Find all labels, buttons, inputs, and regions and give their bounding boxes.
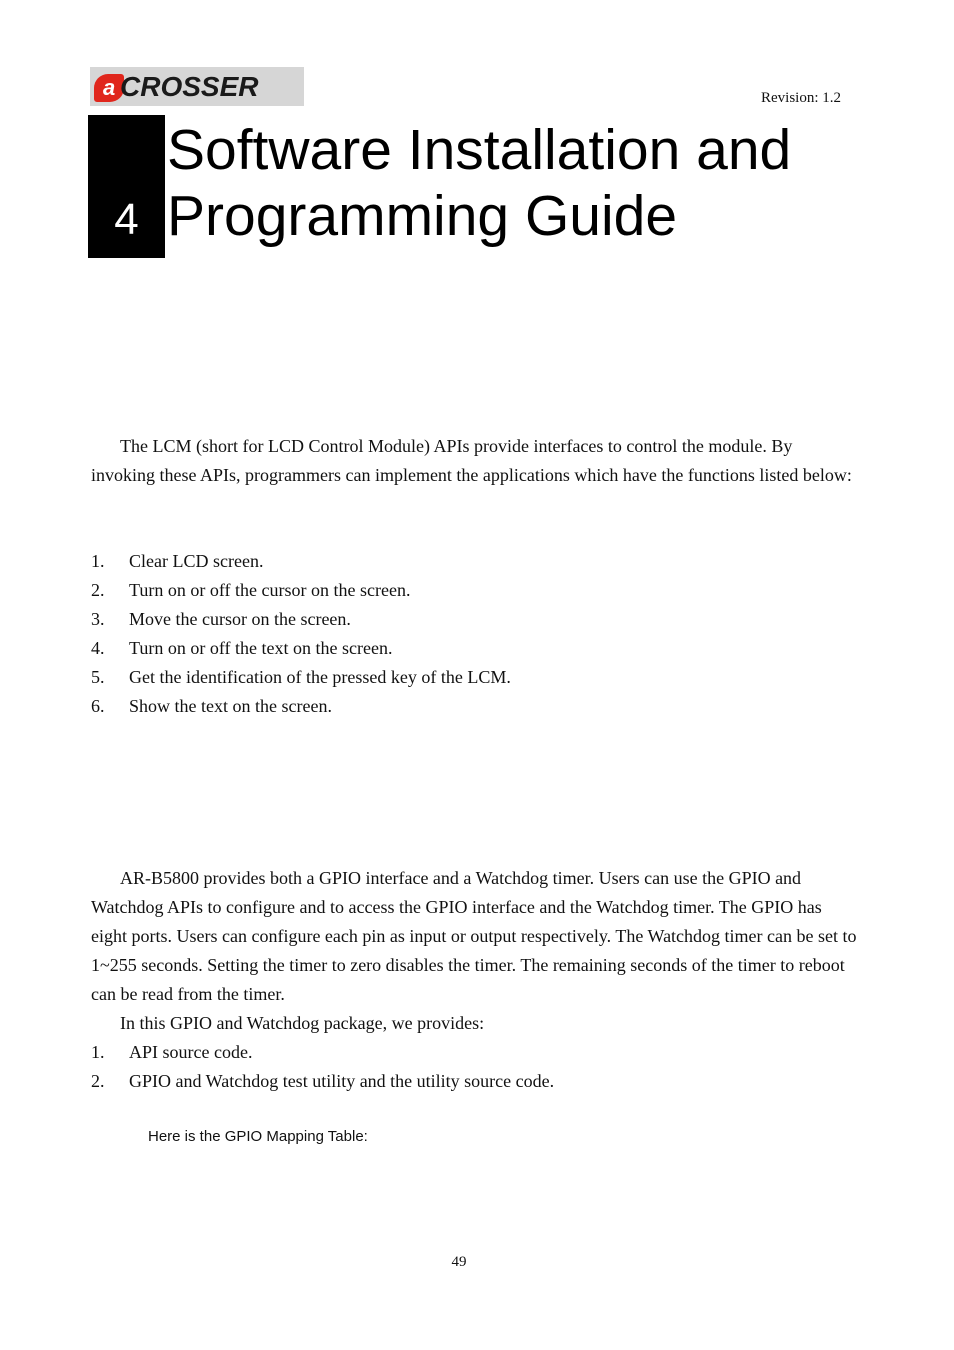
list-item-text: Clear LCD screen.	[129, 551, 264, 571]
gpio-table-caption: Here is the GPIO Mapping Table:	[148, 1128, 368, 1145]
gpio-intro-paragraph: AR-B5800 provides both a GPIO interface and a Watchdog timer. Users can use the GPIO and Watchdog APIs to configure and to access the GPIO interface and the Watchdog timer. The GPIO has eight ports. Users can configure each pin as input or output respectively. The Watchdog timer can be set to 1~255 seconds. Setting the timer to zero disables the timer. The remaining seconds of the timer to reboot can be read from the timer.	[91, 868, 857, 1004]
lcm-intro-paragraph: The LCM (short for LCD Control Module) APIs provide interfaces to control the module. By invoking these APIs, programmers can implement the applications which have the functions listed below:	[91, 436, 852, 485]
list-item-number: 6.	[91, 696, 105, 716]
list-item-text: Turn on or off the text on the screen.	[129, 638, 393, 658]
list-item-text: Show the text on the screen.	[129, 696, 332, 716]
list-item-number: 4.	[91, 638, 105, 658]
gpio-package-intro: In this GPIO and Watchdog package, we provides:	[120, 1013, 485, 1033]
list-item-number: 3.	[91, 609, 105, 629]
list-item-number: 2.	[91, 1071, 105, 1091]
list-item	[91, 605, 857, 634]
list-item-text: Get the identification of the pressed key of the LCM.	[129, 667, 511, 687]
acrosser-logo	[90, 67, 304, 106]
lcm-function-list	[91, 547, 857, 721]
list-item	[91, 692, 857, 721]
list-item-number: 1.	[91, 1042, 105, 1062]
chapter-title-line-1: Software Installation and	[167, 118, 792, 182]
list-item-text: GPIO and Watchdog test utility and the utility source code.	[129, 1071, 555, 1091]
chapter-number-box	[88, 115, 165, 258]
list-item-text: Turn on or off the cursor on the screen.	[129, 580, 411, 600]
list-item-number: 5.	[91, 667, 105, 687]
chapter-number: 4	[114, 195, 139, 244]
chapter-title-line-2: Programming Guide	[167, 184, 678, 248]
list-item	[91, 663, 857, 692]
list-item-number: 2.	[91, 580, 105, 600]
list-item-text: Move the cursor on the screen.	[129, 609, 351, 629]
revision-label: Revision: 1.2	[760, 90, 841, 106]
list-item	[91, 1067, 857, 1096]
list-item	[91, 576, 857, 605]
list-item	[91, 634, 857, 663]
list-item	[91, 1038, 857, 1067]
logo-text: CROSSER	[120, 71, 259, 102]
logo-mark-letter: a	[103, 75, 116, 100]
gpio-package-list	[91, 1038, 857, 1096]
list-item-text: API source code.	[129, 1042, 253, 1062]
chapter-title	[167, 117, 907, 249]
page-number: 49	[451, 1254, 467, 1270]
list-item	[91, 547, 857, 576]
list-item-number: 1.	[91, 551, 105, 571]
